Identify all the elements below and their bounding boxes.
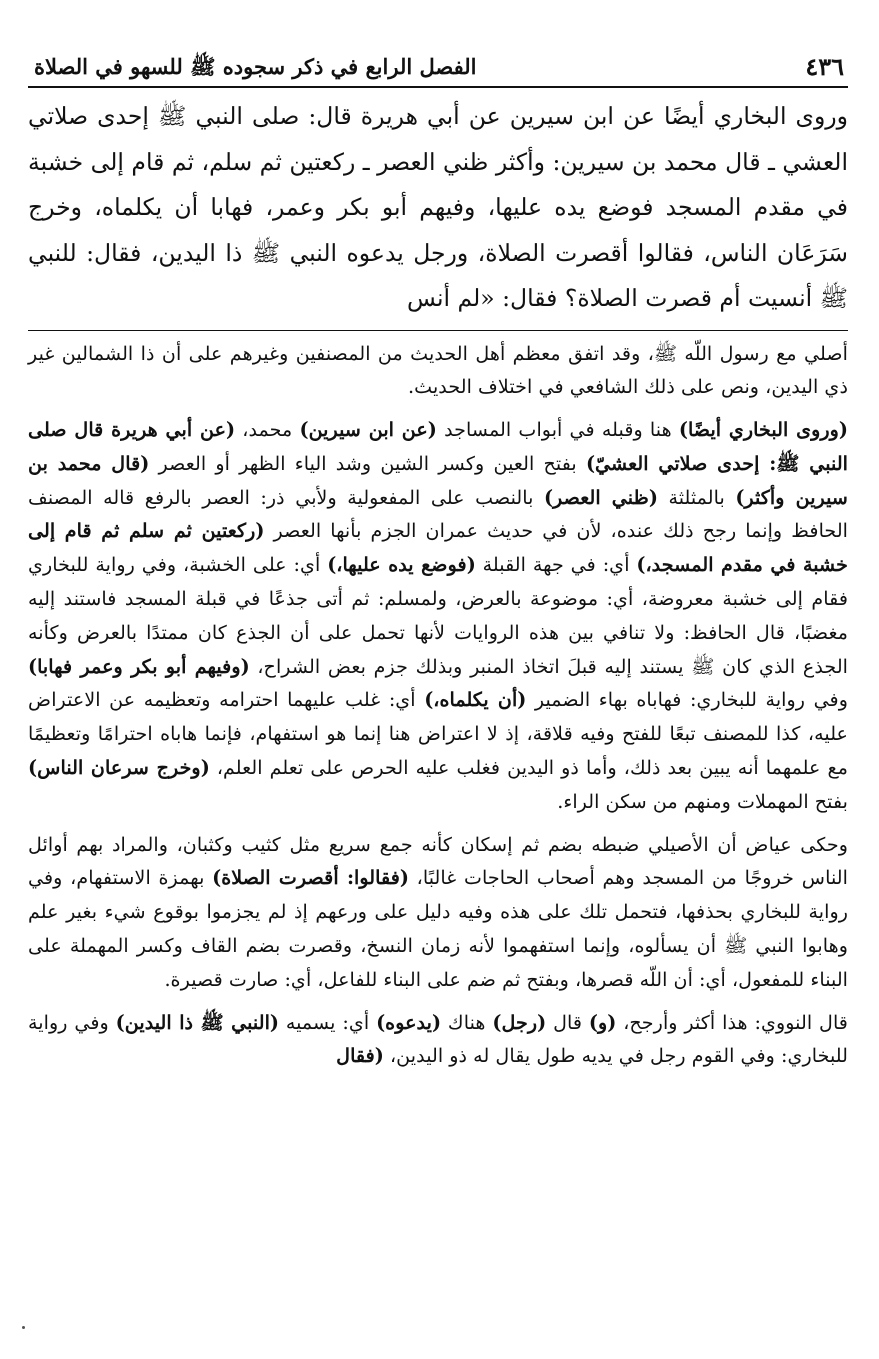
quoted-lemma: (فقال: [336, 1044, 384, 1068]
quoted-lemma: (وخرج سرعان الناس): [28, 756, 210, 780]
quoted-lemma: (وروى البخاري أيضًا): [678, 418, 848, 442]
scan-speck: [22, 1326, 25, 1329]
commentary-text: بفتح المهملات ومنهم من سكن الراء.: [557, 789, 848, 813]
commentary-text: بالنصب على المفعولية ولأبي ذر: العصر بالرفع قاله المصنف الحافظ وإنما رجح ذلك عنده، لأن في حديث عمران الجزم بأنها العصر: [28, 485, 848, 543]
quoted-lemma: (عن ابن سيرين): [299, 418, 437, 442]
commentary-text: وفي رواية للبخاري: فهاباه بهاء الضمير: [526, 688, 848, 712]
quoted-lemma: (ركعتين ثم سلم ثم قام إلى خشبة في مقدم المسجد،): [28, 519, 849, 577]
quoted-lemma: (و): [588, 1010, 617, 1034]
commentary-paragraph: [28, 828, 848, 997]
commentary-paragraph: [28, 337, 848, 405]
commentary-text: قال: [546, 1010, 589, 1034]
quoted-lemma: (النبي ﷺ ذا اليدين): [115, 1010, 279, 1034]
quoted-lemma: (فوضع يده عليها،): [327, 553, 476, 577]
commentary-text: هنا وقبله في أبواب المساجد: [436, 418, 679, 442]
quoted-lemma: (عن أبي هريرة قال صلى النبي ﷺ: إحدى صلاتي العشيّ): [28, 418, 848, 475]
header-rule: [28, 86, 848, 88]
commentary-paragraph: [28, 413, 848, 819]
main-text-paragraph: وروى البخاري أيضًا عن ابن سيرين عن أبي هريرة قال: صلى النبي ﷺ إحدى صلاتي العشي ـ قال محمد بن سيرين: وأكثر ظني العصر ـ ركعتين ثم سلم، ثم قام إلى خشبة في مقدم المسجد فوضع يده عليها، وفيهم أبو بكر وعمر، فهابا أن يكلماه، وخرج سَرَعَان الناس، فقالوا أقصرت الصلاة، ورجل يدعوه النبي ﷺ ذا اليدين، فقال: للنبي ﷺ أنسيت أم قصرت الصلاة؟ فقال: «لم أنس: [28, 102, 848, 312]
page-number: ٤٣٦: [805, 52, 844, 81]
commentary: [28, 337, 848, 1074]
main-text: [28, 94, 848, 322]
commentary-text: أي: غلب عليهما احترامه وتعظيمه عن الاعتراض عليه، كذا للمصنف تبعًا للفتح وفيه قلاقة، إذ لا اعتراض هنا إنما هو استفهام، فإنما هاباه احترامًا وتعظيمًا مع علمهما أنه يبين بعد ذلك، وأما ذو اليدين فغلب عليه الحرص على تعلم العلم،: [28, 688, 849, 780]
commentary-text: وفي رواية للبخاري: وفي القوم رجل في يديه طول يقال له ذو اليدين،: [28, 1010, 848, 1068]
commentary-text: أي: على الخشبة، وفي رواية للبخاري فقام إلى خشبة معروضة، أي: موضوعة بالعرض، ولمسلم: ثم أتى جذعًا في قبلة المسجد فاستند إليه مغضبًا، قال الحافظ: ولا تنافي بين هذه الروايات لأنها تحمل على أن الجذع كان ممتدًا بالعرض وكأنه الجذع الذي كان ﷺ يستند إليه قبلَ اتخاذ المنبر وبذلك جزم بعض الشراح،: [28, 553, 848, 678]
book-page: [28, 52, 848, 1073]
quoted-lemma: (فقالوا: أقصرت الصلاة): [212, 866, 409, 890]
commentary-text: أصلي مع رسول اللّه ﷺ، وقد اتفق معظم أهل الحديث من المصنفين وغيرهم على أن ذا الشمالين غير ذي اليدين، ونص على ذلك الشافعي في اختلاف الحديث.: [28, 341, 848, 399]
commentary-text: بهمزة الاستفهام، وفي رواية للبخاري بحذفها، فتحمل تلك على هذه وفيه دليل على ورعهم إذ لم يجزموا بوقوع شيء بغير علم وهابوا النبي ﷺ أن يسألوه، وإنما استفهموا لأنه زمان النسخ، وقصرت بضم القاف وكسر المهملة على البناء للمفعول، أي: أن اللّه قصرها، وبفتح ثم ضم على البناء للفاعل، أي: صارت قصيرة.: [28, 866, 848, 991]
quoted-lemma: (أن يكلماه،): [424, 688, 527, 712]
commentary-text: وحكى عياض أن الأصيلي ضبطه بضم ثم إسكان كأنه جمع سريع مثل كثيب وكثبان، والمراد بهم أوائل الناس خروجًا من المسجد وهم أصحاب الحاجات غالبًا،: [28, 832, 848, 890]
quoted-lemma: (قال محمد بن سيرين وأكثر): [28, 451, 848, 509]
chapter-title: الفصل الرابع في ذكر سجوده ﷺ للسهو في الصلاة: [34, 54, 477, 79]
quoted-lemma: (وفيهم أبو بكر وعمر فهابا): [28, 654, 250, 678]
commentary-text: قال النووي: هذا أكثر وأرجح،: [616, 1010, 848, 1034]
quoted-lemma: (يدعوه): [376, 1010, 442, 1034]
commentary-text: أي: في جهة القبلة: [475, 553, 637, 577]
quoted-lemma: (رجل): [492, 1010, 547, 1034]
quoted-lemma: (ظني العصر): [543, 485, 658, 509]
commentary-text: بالمثلثة: [657, 485, 736, 509]
text-separator-rule: [28, 330, 848, 331]
running-header: [28, 52, 848, 84]
commentary-paragraph: [28, 1006, 848, 1074]
commentary-text: هناك: [441, 1010, 493, 1034]
commentary-text: بفتح العين وكسر الشين وشد الياء الظهر أو العصر: [149, 451, 586, 475]
commentary-text: محمد،: [235, 418, 300, 442]
commentary-text: أي: يسميه: [278, 1010, 377, 1034]
